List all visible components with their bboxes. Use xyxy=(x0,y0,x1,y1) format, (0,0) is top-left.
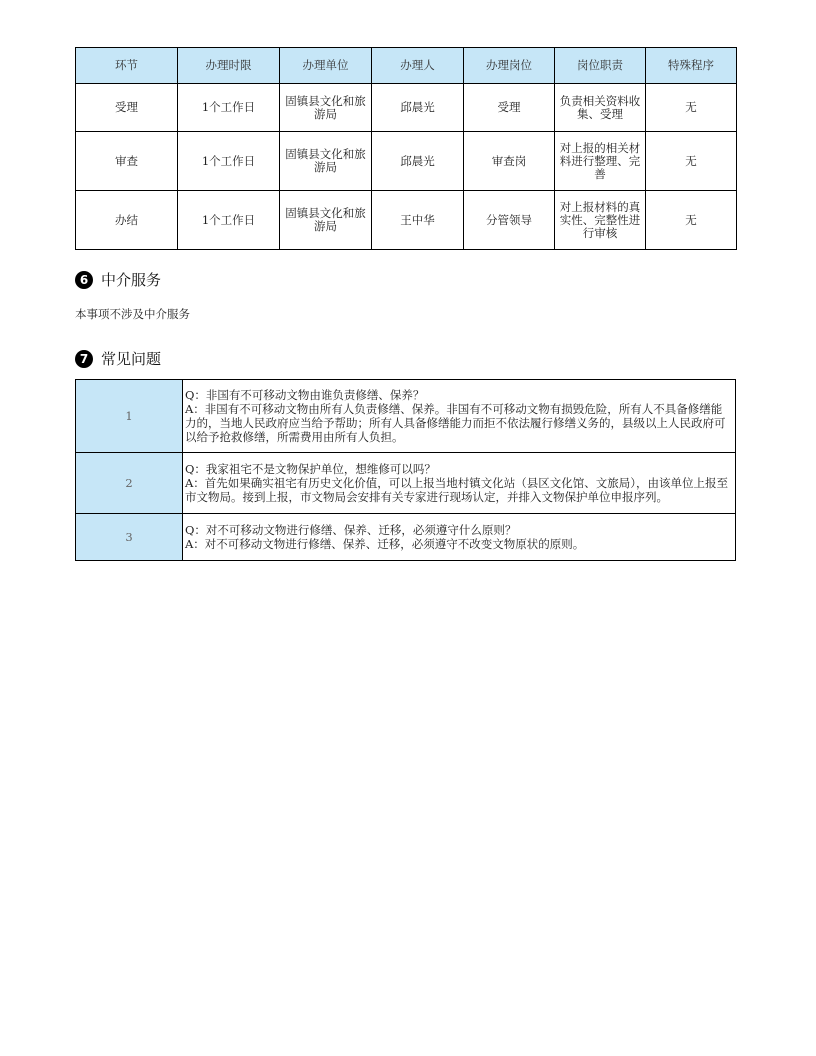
faq-index: 1 xyxy=(76,380,183,453)
table-cell: 无 xyxy=(646,84,737,132)
table-cell: 邱晨光 xyxy=(372,84,464,132)
table-cell: 对上报材料的真实性、完整性进行审核 xyxy=(555,191,646,250)
circled-number-six-icon: 6 xyxy=(75,271,93,289)
table-row xyxy=(76,84,737,132)
table-cell: 固镇县文化和旅游局 xyxy=(280,132,372,191)
header-cell: 办理时限 xyxy=(178,48,280,84)
header-cell: 岗位职责 xyxy=(555,48,646,84)
table-cell: 固镇县文化和旅游局 xyxy=(280,84,372,132)
section-title: 常见问题 xyxy=(101,350,162,368)
circled-number-seven-icon: 7 xyxy=(75,350,93,368)
faq-answer: A：首先如果确实祖宅有历史文化价值，可以上报当地村镇文化站（县区文化馆、文旅局），由该单位上报至市文物局。接到上报，市文物局会安排有关专家进行现场认定，并排入文物保护单位申报序列。 xyxy=(185,476,729,504)
table-cell: 1个工作日 xyxy=(178,84,280,132)
table-cell: 对上报的相关材料进行整理、完善 xyxy=(555,132,646,191)
faq-question: Q：对不可移动文物进行修缮、保养、迁移，必须遵守什么原则？ xyxy=(185,523,517,537)
table-cell: 审查岗 xyxy=(464,132,555,191)
table-cell: 办结 xyxy=(76,191,178,250)
process-table-header xyxy=(76,48,737,84)
faq-answer: A：非国有不可移动文物由所有人负责修缮、保养。非国有不可移动文物有损毁危险，所有人不具备修缮能力的，当地人民政府应当给予帮助；所有人具备修缮能力而拒不依法履行修缮义务的，县级以上人民政府可以给予抢救修缮，所需费用由所有人负担。 xyxy=(185,402,726,444)
table-cell: 1个工作日 xyxy=(178,191,280,250)
table-row xyxy=(76,191,737,250)
header-cell: 办理单位 xyxy=(280,48,372,84)
faq-question: Q：我家祖宅不是文物保护单位，想维修可以吗？ xyxy=(185,462,436,476)
faq-index: 3 xyxy=(76,514,183,561)
table-row xyxy=(76,132,737,191)
faq-content xyxy=(183,514,736,561)
faq-row xyxy=(76,380,736,453)
intermediary-note: 本事项不涉及中介服务 xyxy=(75,307,190,321)
table-cell: 分管领导 xyxy=(464,191,555,250)
faq-index: 2 xyxy=(76,453,183,514)
faq-table xyxy=(75,379,736,561)
table-cell: 受理 xyxy=(76,84,178,132)
header-cell: 环节 xyxy=(76,48,178,84)
document-page xyxy=(75,47,736,561)
faq-row xyxy=(76,453,736,514)
table-cell: 王中华 xyxy=(372,191,464,250)
table-cell: 负责相关资料收集、受理 xyxy=(555,84,646,132)
table-cell: 邱晨光 xyxy=(372,132,464,191)
section-heading-intermediary xyxy=(75,269,736,290)
section-title: 中介服务 xyxy=(101,271,162,289)
header-cell: 办理人 xyxy=(372,48,464,84)
table-cell: 无 xyxy=(646,132,737,191)
header-cell: 特殊程序 xyxy=(646,48,737,84)
section-heading-faq xyxy=(75,348,736,369)
table-cell: 固镇县文化和旅游局 xyxy=(280,191,372,250)
header-cell: 办理岗位 xyxy=(464,48,555,84)
faq-content xyxy=(183,380,736,453)
process-table xyxy=(75,47,737,250)
table-cell: 受理 xyxy=(464,84,555,132)
faq-question: Q：非国有不可移动文物由谁负责修缮、保养？ xyxy=(185,388,425,402)
table-cell: 1个工作日 xyxy=(178,132,280,191)
table-cell: 无 xyxy=(646,191,737,250)
faq-content xyxy=(183,453,736,514)
table-cell: 审查 xyxy=(76,132,178,191)
faq-row xyxy=(76,514,736,561)
faq-answer: A：对不可移动文物进行修缮、保养、迁移，必须遵守不改变文物原状的原则。 xyxy=(185,537,585,551)
